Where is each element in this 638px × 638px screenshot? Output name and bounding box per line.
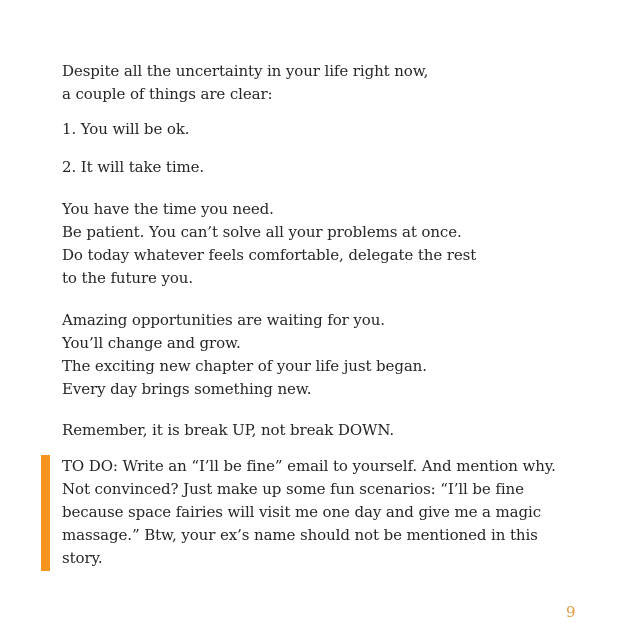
time-paragraph — [62, 198, 582, 290]
text-line: story. — [62, 549, 103, 567]
text-line: Every day brings something new. — [62, 380, 312, 398]
text-line: 2. It will take time. — [62, 158, 205, 176]
text-line: Remember, it is break UP, not break DOWN. — [62, 421, 395, 439]
intro-paragraph — [62, 60, 582, 106]
text-line: Amazing opportunities are waiting for you. — [62, 311, 385, 329]
todo-paragraph — [62, 455, 582, 570]
text-line: Do today whatever feels comfortable, delegate the rest — [62, 246, 477, 264]
point-two-paragraph — [62, 156, 582, 179]
point-one-paragraph — [62, 118, 582, 141]
text-line: The exciting new chapter of your life just began. — [62, 357, 427, 375]
text-line: a couple of things are clear: — [62, 85, 273, 103]
text-line: TO DO: Write an “I’ll be fine” email to yourself. And mention why. — [62, 457, 556, 475]
text-line: 1. You will be ok. — [62, 120, 190, 138]
text-line: massage.” Btw, your ex’s name should not be mentioned in this — [62, 526, 538, 544]
text-line: to the future you. — [62, 269, 194, 287]
opportunities-paragraph — [62, 309, 582, 401]
text-line: Despite all the uncertainty in your life right now, — [62, 62, 429, 80]
text-line: Not convinced? Just make up some fun scenarios: “I’ll be fine — [62, 480, 524, 498]
text-line: You have the time you need. — [62, 200, 274, 218]
page-number: 9 — [566, 603, 576, 621]
text-line: Be patient. You can’t solve all your problems at once. — [62, 223, 462, 241]
text-line: because space fairies will visit me one day and give me a magic — [62, 503, 542, 521]
remember-paragraph — [62, 419, 582, 442]
todo-accent-bar — [41, 455, 50, 571]
text-line: You’ll change and grow. — [62, 334, 241, 352]
